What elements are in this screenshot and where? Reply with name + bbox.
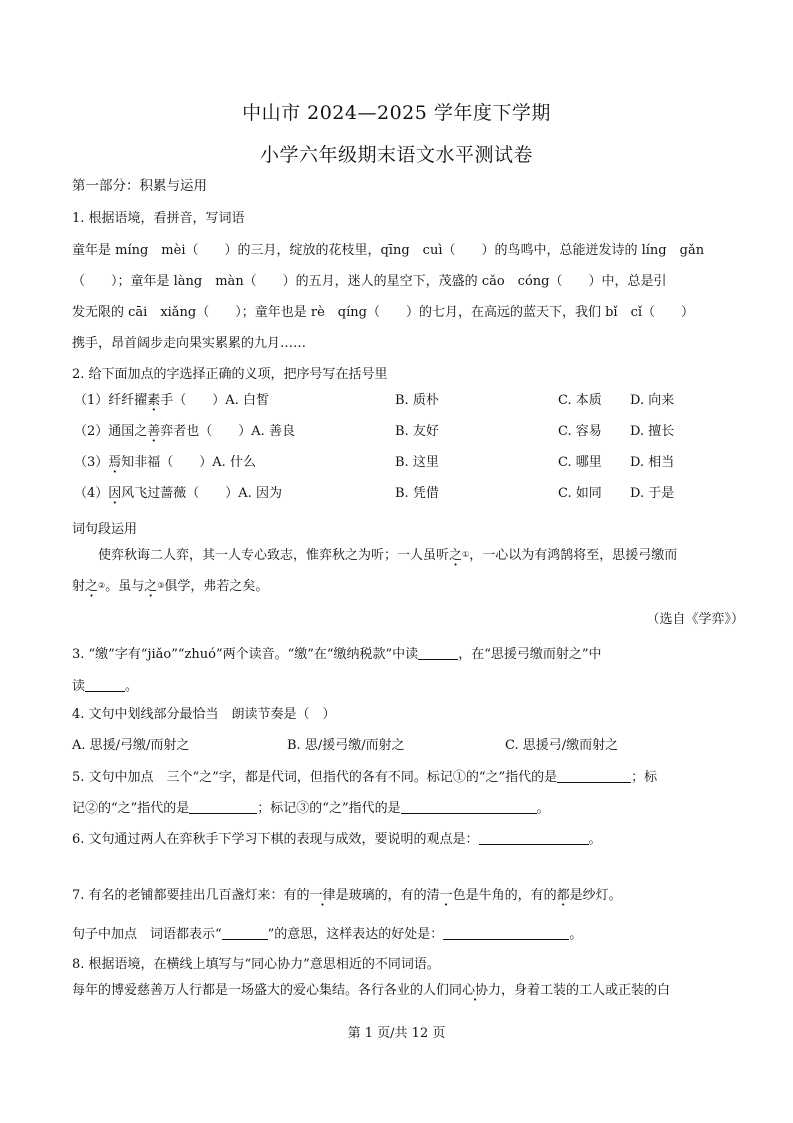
marker-1: ① [462, 550, 470, 559]
q2-item-text: （2）通国之 [74, 424, 148, 439]
answer-blank[interactable] [557, 768, 631, 783]
dotted-char: 素 [147, 393, 161, 408]
q6-text: 6. 文句通过两人在弈秋手下学习下棋的表现与成效，要说明的观点是： [72, 832, 479, 847]
q5-text: ；标记③的“之”指代的是 [257, 801, 401, 816]
q5-line2 [72, 799, 744, 818]
q8-text: ，身着工装的工人或正装的白 [501, 983, 671, 998]
answer-blank[interactable] [418, 645, 458, 660]
dotted-char: 之 [144, 579, 158, 594]
q8-line1 [72, 982, 744, 1000]
answer-blank[interactable] [85, 677, 125, 692]
q4-stem: 4. 文句中划线部分最恰当 朗读节奏是（ ） [72, 707, 336, 722]
q8-text: 每年的博爱慈善万人行都是一场盛大的爱心集结。各行各业的人们 [72, 983, 450, 998]
passage-line1 [98, 546, 744, 565]
q7-text: ”的意思，这样表达的好处是： [267, 927, 444, 942]
q2-item-text: 弈者也（ ）A. 善良 [160, 424, 295, 439]
q3-text: 读 [72, 679, 86, 694]
q2-option-b: B. 友好 [395, 424, 439, 439]
q1-line4: 携手，昂首阔步走向果实累累的九月…… [72, 336, 307, 351]
answer-blank[interactable] [189, 799, 257, 814]
q2-option-c: C. 哪里 [558, 455, 602, 470]
marker-2: ② [98, 581, 106, 590]
passage-text: 俱学，弗若之矣。 [164, 579, 269, 594]
q5-text: 记②的“之”指代的是 [72, 801, 190, 816]
dotted-char: 焉 [108, 455, 122, 470]
q2-option-b: B. 凭借 [395, 486, 439, 501]
q7-text: 是牛角的，有的 [465, 888, 557, 903]
q2-option-d: D. 擅长 [630, 424, 675, 439]
q4-option-b: B. 思/援弓缴/而射之 [287, 738, 405, 753]
q2-option-d: D. 相当 [630, 455, 675, 470]
q1-stem: 1. 根据语境，看拼音，写词语 [72, 211, 245, 226]
q1-line2: （ ）；童年是 làng màn（ ）的五月，迷人的星空下，茂盛的 cǎo cóng（ ）中，总是引 [72, 274, 667, 289]
q2-item-text: （4） [74, 486, 109, 501]
answer-blank[interactable] [222, 925, 268, 940]
dotted-char: 之 [449, 548, 463, 563]
passage-text: 射 [72, 579, 86, 594]
marker-3: ③ [157, 581, 165, 590]
q2-item-text: 风飞过蔷薇（ ）A. 因为 [121, 486, 282, 501]
q2-stem: 2. 给下面加点的字选择正确的义项，把序号写在括号里 [72, 367, 388, 382]
q4-option-c: C. 思援弓/缴而射之 [505, 738, 619, 753]
q3-text: ，在“思援弓缴而射之”中 [458, 647, 602, 662]
q7-text: 是纱灯。 [569, 888, 622, 903]
q7-line2 [72, 925, 744, 944]
q7-text: 。 [569, 927, 583, 942]
page-number: 第 1 页/共 12 页 [347, 1026, 446, 1041]
part1-heading: 第一部分：积累与运用 [72, 178, 207, 194]
passage-source: （选自《学弈》） [646, 612, 744, 627]
passage-line2 [72, 577, 744, 596]
q2-option-c: C. 容易 [558, 424, 602, 439]
q3-line1 [72, 645, 744, 664]
dotted-word: 一律 [309, 888, 336, 903]
q8-stem: 8. 根据语境，在横线上填写与“同心协力”意思相近的不同词语。 [72, 957, 440, 972]
q2-item-text: 手（ ）A. 白皙 [160, 393, 269, 408]
q7-line1 [72, 887, 744, 905]
q2-item-text: 知非福（ ）A. 什么 [121, 455, 256, 470]
q5-line1 [72, 768, 744, 787]
passage-text: 。虽与 [105, 579, 145, 594]
dotted-char: 之 [85, 579, 99, 594]
answer-blank[interactable] [401, 799, 537, 814]
q5-text: ；标 [631, 770, 658, 785]
q2-option-b: B. 质朴 [395, 393, 439, 408]
q3-line2 [72, 677, 744, 696]
answer-blank[interactable] [443, 925, 569, 940]
q1-line3: 发无限的 cāi xiǎng（ ）；童年也是 rè qíng（ ）的七月，在高远的蓝天下，我们 bǐ cǐ（ ） [72, 305, 695, 320]
q4-option-a: A. 思援/弓缴/而射之 [72, 738, 190, 753]
passage-heading: 词句段运用 [72, 522, 138, 537]
q7-text: 7. 有名的老铺都要挂出几百盏灯来：有的 [72, 888, 310, 903]
answer-blank[interactable] [479, 830, 589, 845]
q1-line1: 童年是 míng mèi（ ）的三月，绽放的花枝里，qīng cuì（ ）的鸟鸣中，总能迸发诗的 líng gǎn [72, 243, 705, 258]
q6-text: 。 [588, 832, 602, 847]
q7-text: 是玻璃的，有的 [335, 888, 427, 903]
q2-option-d: D. 于是 [630, 486, 675, 501]
q2-option-d: D. 向来 [630, 393, 675, 408]
dotted-char: 善 [147, 424, 161, 439]
q6-line1 [72, 830, 744, 849]
q2-option-c: C. 本质 [558, 393, 602, 408]
exam-title-line2: 小学六年级期末语文水平测试卷 [259, 144, 533, 166]
q3-text: 。 [125, 679, 139, 694]
q2-item-question [74, 485, 282, 503]
q2-item-question [74, 392, 269, 410]
exam-title-line1: 中山市 2024—2025 学年度下学期 [242, 102, 551, 124]
passage-text: ，一心以为有鸿鹄将至，思援弓缴而 [469, 548, 678, 563]
q2-item-text: （1）纤纤擢 [74, 393, 148, 408]
q5-text: 。 [536, 801, 550, 816]
passage-text: 使弈秋诲二人弈，其一人专心致志，惟弈秋之为听；一人虽听 [98, 548, 450, 563]
dotted-word: 清一色 [426, 888, 466, 903]
q3-text: 3. “缴”字有“jiǎo”“zhuó”两个读音。“缴”在“缴纳税款”中读 [72, 647, 419, 662]
dotted-word: 同心协力 [449, 983, 502, 998]
q2-item-question [74, 454, 256, 472]
dotted-char: 因 [108, 486, 122, 501]
q2-option-c: C. 如同 [558, 486, 602, 501]
q2-item-question [74, 423, 295, 441]
q7-text: 句子中加点 词语都表示“ [72, 927, 222, 942]
q2-item-text: （3） [74, 455, 109, 470]
q5-text: 5. 文句中加点 三个“之”字，都是代词，但指代的各有不同。标记①的“之”指代的是 [72, 770, 558, 785]
q2-option-b: B. 这里 [395, 455, 439, 470]
dotted-word: 都 [556, 888, 570, 903]
